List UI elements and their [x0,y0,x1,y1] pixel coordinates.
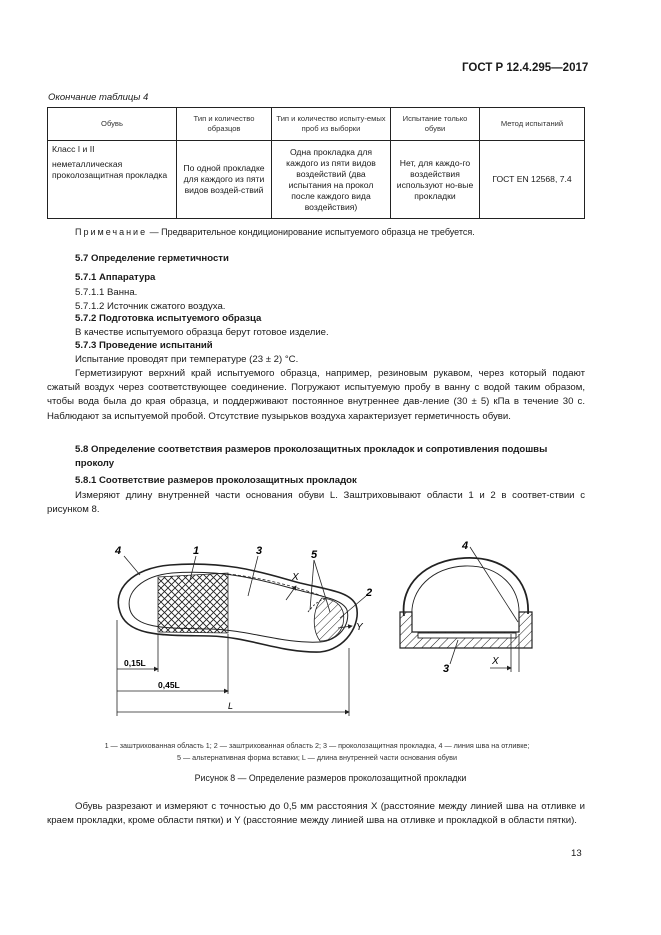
header-footwear-only: Испытание только обуви [391,108,480,141]
label-5: 5 [311,549,318,561]
label-3-left: 3 [256,545,263,557]
heading-5-8-1: 5.8.1 Соответствие размеров проколозащитных прокладок [75,475,357,486]
paragraph-measure: Измеряют длину внутренней части основания обуви L. Заштриховывают области 1 и 2 в соответ-ствии с рисунком 8. [47,490,585,516]
insert-section [418,633,516,638]
label-4-left: 4 [115,545,122,557]
heading-5-7-1: 5.7.1 Аппаратура [75,272,156,283]
cell-test-samples: Одна прокладка для каждого из пяти видов воздействий (два испытания на прокол после каждого вида воздействия) [272,141,391,219]
label-x-left: X [292,572,299,583]
legend-line-1: 1 — заштрихованная область 1; 2 — заштрихованная область 2; 3 — проколозащитная прокладка, 4 — линия шва на отливке; [104,741,530,750]
label-y: Y [356,622,363,633]
cell-footwear [48,141,177,219]
figure-legend [47,740,587,763]
label-4-right: 4 [462,540,469,552]
document-code: ГОСТ Р 12.4.295—2017 [462,62,589,74]
paragraph-hermetic: Герметизируют верхний край испытуемого образца, например, резиновым рукавом, через который подают сжатый воздух через соответствующее соединение. Погружают испытуемую пробу в ванну с водой таким образом, чтобы вода была до края образца, и поддерживают постоянное внутреннее дав-ление (30 ± 5) кПа в течение 30 с. Наблюдают за испытуемой пробой. Отсутствие пузырьков воздуха характеризует герметичность обуви. [47,368,585,422]
legend-line-2: 5 — альтернативная форма вставки; L — длина внутренней части основания обуви [177,752,457,762]
sole-top-view [114,545,372,716]
cell-footwear-only: Нет, для каждо-го воздействия используют но-вые прокладки [391,141,480,219]
note-text: — Предварительное кондиционирование испытуемого образца не требуется. [147,227,475,237]
table-note [75,227,475,237]
text-5-7-3: Испытание проводят при температуре (23 ± 2) °С. [75,354,299,365]
heading-5-7-2: 5.7.2 Подготовка испытуемого образца [75,313,262,324]
leader-3 [248,556,258,596]
table-header-row [48,108,585,141]
upper-outline-outer [404,558,529,616]
item-5-7-1-2: 5.7.1.2 Источник сжатого воздуха. [75,301,226,312]
note-label: Примечание [75,227,148,237]
heading-5-7-3: 5.7.3 Проведение испытаний [75,340,213,351]
table-row [48,141,585,219]
label-1: 1 [193,545,200,557]
label-L: L [228,701,234,711]
item-5-7-1-1: 5.7.1.1 Ванна. [75,287,138,298]
upper-outline-inner [412,566,519,616]
outsole-section [400,612,532,648]
heading-5-7: 5.7 Определение герметичности [75,253,229,264]
seam-leader [470,547,518,622]
label-x-right: X [492,656,499,667]
hatched-area-1 [158,573,228,633]
leader-4 [124,556,140,575]
cell-method: ГОСТ EN 12568, 7.4 [480,141,585,219]
text-5-7-2: В качестве испытуемого образца берут готовое изделие. [75,327,329,338]
header-test-samples: Тип и количество испыту-емых проб из выборки [272,108,391,141]
label-015L: 0,15L [124,658,146,668]
table-caption: Окончание таблицы 4 [48,92,149,103]
header-sample-type: Тип и количество образцов [177,108,272,141]
leader-2 [340,596,366,618]
cell-insert-type: неметаллическая проколозащитная прокладка [52,159,168,180]
spec-table [47,107,585,219]
paragraph-final: Обувь разрезают и измеряют с точностью до 0,5 мм расстояния X (расстояние между линией шва на отливке и краем прокладки, кроме области пятки) и Y (расстояние между линией шва на отливке и прокладкой в области пятки). [47,801,585,827]
figure-8-drawing [100,538,550,720]
page-number: 13 [571,848,582,859]
heading-5-8: 5.8 Определение соответствия размеров проколозащитных прокладок и сопротивления подошвы проколу [75,444,548,469]
label-045L: 0,45L [158,680,180,690]
sole-cross-section [400,540,532,675]
header-footwear: Обувь [48,108,177,141]
label-3-right: 3 [443,663,450,675]
label-2: 2 [366,587,373,599]
cell-sample-type: По одной прокладке для каждого из пяти видов воздей-ствий [177,141,272,219]
cell-class: Класс I и II [52,144,95,154]
header-method: Метод испытаний [480,108,585,141]
figure-caption: Рисунок 8 — Определение размеров проколозащитной прокладки [194,773,467,783]
